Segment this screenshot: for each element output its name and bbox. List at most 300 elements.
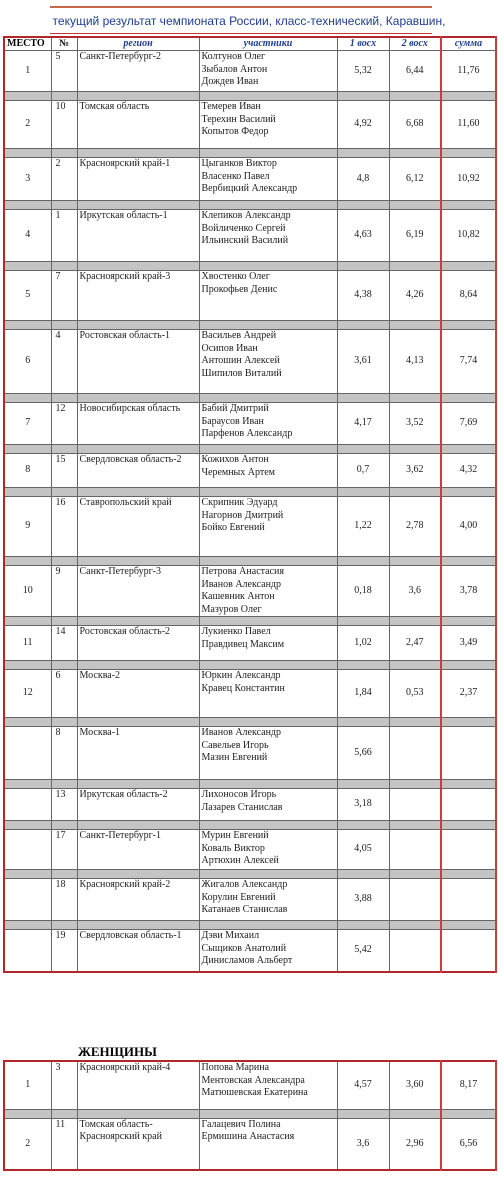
region-cell: Свердловская область-2: [77, 454, 199, 488]
table-row: [4, 1061, 496, 1109]
separator-cell: [389, 321, 441, 330]
team-number-cell: 14: [51, 626, 77, 661]
separator-cell: [337, 780, 389, 789]
ascent-1-cell: 0,7: [337, 454, 389, 488]
team-number-cell: 18: [51, 879, 77, 921]
ascent-1-cell: 1,22: [337, 497, 389, 557]
participant-name: Нагорнов Дмитрий: [201, 509, 284, 521]
participants-cell: [199, 101, 337, 149]
row-separator: [4, 557, 496, 566]
separator-cell: [199, 821, 337, 830]
row-separator: [4, 394, 496, 403]
header-sum: сумма: [441, 37, 496, 51]
ascent-1-cell: 4,17: [337, 403, 389, 445]
separator-cell: [51, 661, 77, 670]
separator-cell: [389, 780, 441, 789]
place-cell: 2: [4, 101, 51, 149]
participant-name: Лукиенко Павел: [201, 626, 271, 637]
separator-cell: [51, 201, 77, 210]
separator-cell: [4, 394, 51, 403]
separator-cell: [51, 870, 77, 879]
table-row: [4, 51, 496, 92]
separator-cell: [4, 718, 51, 727]
ascent-1-cell: 4,63: [337, 210, 389, 262]
separator-cell: [77, 149, 199, 158]
separator-cell: [441, 149, 496, 158]
separator-cell: [441, 394, 496, 403]
sum-cell: 6,56: [441, 1118, 496, 1170]
participant-name: Антошин Алексей: [201, 355, 280, 366]
sum-cell: [441, 830, 496, 870]
ascent-2-cell: 6,19: [389, 210, 441, 262]
participant-name: Матюшевская Екатерина: [201, 1087, 308, 1098]
participants-cell: [199, 1061, 337, 1109]
ascent-2-cell: 3,62: [389, 454, 441, 488]
separator-cell: [4, 821, 51, 830]
separator-cell: [51, 921, 77, 930]
place-cell: 11: [4, 626, 51, 661]
participant-name: Юркин Александр: [201, 670, 281, 681]
header-mesto: МЕСТО: [4, 37, 51, 51]
row-separator: [4, 921, 496, 930]
participant-name: Коваль Виктор: [201, 842, 265, 854]
table-row: [4, 626, 496, 661]
separator-cell: [4, 201, 51, 210]
sum-cell: 3,49: [441, 626, 496, 661]
participant-name: Катанаев Станислав: [201, 904, 288, 915]
sum-cell: 11,60: [441, 101, 496, 149]
separator-cell: [51, 1109, 77, 1118]
participant-name: Савельев Игорь: [201, 739, 269, 751]
row-separator: [4, 821, 496, 830]
participant-name: Бабий Дмитрий: [201, 403, 269, 414]
table-row: [4, 830, 496, 870]
participant-name: Войличенко Сергей: [201, 222, 286, 234]
place-cell: [4, 789, 51, 821]
sum-cell: 2,37: [441, 670, 496, 718]
separator-cell: [337, 262, 389, 271]
sum-cell: 11,76: [441, 51, 496, 92]
sum-cell: [441, 930, 496, 972]
separator-cell: [199, 488, 337, 497]
separator-cell: [441, 718, 496, 727]
separator-cell: [441, 92, 496, 101]
region-cell: Иркутская область-2: [77, 789, 199, 821]
place-cell: [4, 830, 51, 870]
participants-cell: [199, 403, 337, 445]
separator-cell: [337, 921, 389, 930]
participant-name: Кравец Константин: [201, 682, 285, 694]
sum-cell: 8,17: [441, 1061, 496, 1109]
ascent-1-cell: 3,18: [337, 789, 389, 821]
row-separator: [4, 870, 496, 879]
row-separator: [4, 1109, 496, 1118]
ascent-1-cell: 3,6: [337, 1118, 389, 1170]
participant-name: Сыщиков Анатолий: [201, 942, 287, 954]
separator-cell: [441, 201, 496, 210]
row-separator: [4, 488, 496, 497]
ascent-1-cell: 4,92: [337, 101, 389, 149]
ascent-2-cell: 6,68: [389, 101, 441, 149]
participant-name: Мурин Евгений: [201, 830, 269, 841]
place-cell: [4, 879, 51, 921]
region-cell: Томская область: [77, 101, 199, 149]
separator-cell: [51, 557, 77, 566]
separator-cell: [389, 149, 441, 158]
separator-cell: [441, 780, 496, 789]
separator-cell: [337, 321, 389, 330]
separator-cell: [77, 321, 199, 330]
participant-name: Дэви Михаил: [201, 930, 260, 941]
separator-cell: [337, 557, 389, 566]
participant-name: Кожихов Антон: [201, 454, 269, 465]
participant-name: Колтунов Олег: [201, 51, 266, 62]
region-cell: Ростовская область-2: [77, 626, 199, 661]
region-cell: Ставропольский край: [77, 497, 199, 557]
separator-cell: [51, 149, 77, 158]
separator-cell: [441, 661, 496, 670]
header-ascent-2: 2 восх: [389, 37, 441, 51]
women-results-table: [3, 1060, 497, 1171]
participant-name: Зыбалов Антон: [201, 63, 268, 75]
place-cell: 9: [4, 497, 51, 557]
team-number-cell: 11: [51, 1118, 77, 1170]
separator-cell: [441, 557, 496, 566]
participants-cell: [199, 497, 337, 557]
region-cell: Иркутская область-1: [77, 210, 199, 262]
team-number-cell: 15: [51, 454, 77, 488]
team-number-cell: 19: [51, 930, 77, 972]
participant-name: Барауcов Иван: [201, 415, 264, 427]
table-row: [4, 330, 496, 394]
table-row: [4, 158, 496, 201]
participants-cell: [199, 879, 337, 921]
ascent-1-cell: 4,8: [337, 158, 389, 201]
row-separator: [4, 617, 496, 626]
separator-cell: [77, 394, 199, 403]
separator-cell: [77, 870, 199, 879]
header-ascent-1: 1 восх: [337, 37, 389, 51]
separator-cell: [337, 1109, 389, 1118]
separator-cell: [77, 921, 199, 930]
table-row: [4, 403, 496, 445]
separator-cell: [4, 617, 51, 626]
place-cell: [4, 727, 51, 780]
team-number-cell: 17: [51, 830, 77, 870]
separator-cell: [199, 1109, 337, 1118]
ascent-1-cell: 3,88: [337, 879, 389, 921]
ascent-2-cell: 2,47: [389, 626, 441, 661]
row-separator: [4, 262, 496, 271]
ascent-1-cell: 4,05: [337, 830, 389, 870]
separator-cell: [51, 617, 77, 626]
sum-cell: 10,92: [441, 158, 496, 201]
ascent-2-cell: 4,13: [389, 330, 441, 394]
row-separator: [4, 661, 496, 670]
separator-cell: [77, 718, 199, 727]
ascent-2-cell: 2,78: [389, 497, 441, 557]
ascent-1-cell: 5,42: [337, 930, 389, 972]
separator-cell: [337, 201, 389, 210]
separator-cell: [77, 821, 199, 830]
place-cell: 6: [4, 330, 51, 394]
separator-cell: [4, 262, 51, 271]
header-row: [4, 37, 496, 51]
separator-cell: [389, 617, 441, 626]
separator-cell: [337, 149, 389, 158]
page-title: текущий результат чемпионата России, класс-технический, Каравшин,: [52, 14, 446, 28]
participant-name: Терехин Василий: [201, 113, 276, 125]
participants-cell: [199, 330, 337, 394]
participant-name: Кашевник Антон: [201, 591, 275, 602]
table-row: [4, 454, 496, 488]
team-number-cell: 2: [51, 158, 77, 201]
separator-cell: [199, 262, 337, 271]
team-number-cell: 5: [51, 51, 77, 92]
separator-cell: [389, 262, 441, 271]
row-separator: [4, 445, 496, 454]
ascent-1-cell: 4,57: [337, 1061, 389, 1109]
participant-name: Попова Марина: [201, 1062, 270, 1073]
table-row: [4, 271, 496, 321]
team-number-cell: 10: [51, 101, 77, 149]
participant-name: Динисламов Альберт: [201, 955, 293, 966]
separator-cell: [4, 149, 51, 158]
place-cell: 8: [4, 454, 51, 488]
separator-cell: [4, 780, 51, 789]
participant-name: Прокофьев Денис: [201, 283, 278, 295]
separator-cell: [389, 488, 441, 497]
separator-cell: [4, 445, 51, 454]
team-number-cell: 16: [51, 497, 77, 557]
ascent-2-cell: 2,96: [389, 1118, 441, 1170]
ascent-2-cell: 0,53: [389, 670, 441, 718]
separator-cell: [389, 1109, 441, 1118]
team-number-cell: 7: [51, 271, 77, 321]
separator-cell: [199, 92, 337, 101]
separator-cell: [77, 780, 199, 789]
participants-cell: [199, 626, 337, 661]
participant-name: Шипилов Виталий: [201, 367, 282, 379]
separator-cell: [199, 149, 337, 158]
ascent-1-cell: 5,66: [337, 727, 389, 780]
ascent-1-cell: 5,32: [337, 51, 389, 92]
participants-cell: [199, 930, 337, 972]
separator-cell: [389, 718, 441, 727]
participant-name: Ермишина Анастасия: [201, 1131, 295, 1142]
separator-cell: [51, 262, 77, 271]
separator-cell: [199, 394, 337, 403]
separator-cell: [4, 92, 51, 101]
separator-cell: [77, 617, 199, 626]
region-cell: Санкт-Петербург-3: [77, 566, 199, 617]
participant-name: Жигалов Александр: [201, 879, 288, 890]
separator-cell: [51, 445, 77, 454]
ascent-2-cell: [389, 879, 441, 921]
participants-cell: [199, 670, 337, 718]
team-number-cell: 4: [51, 330, 77, 394]
sum-cell: [441, 727, 496, 780]
row-separator: [4, 718, 496, 727]
table-row: [4, 930, 496, 972]
participant-name: Дождев Иван: [201, 76, 259, 87]
participant-name: Черемных Артем: [201, 466, 276, 478]
participant-name: Иванов Александр: [201, 727, 282, 738]
participant-name: Цыганков Виктор: [201, 158, 277, 169]
separator-cell: [51, 394, 77, 403]
separator-cell: [337, 617, 389, 626]
participants-cell: [199, 727, 337, 780]
row-separator: [4, 780, 496, 789]
table-row: [4, 879, 496, 921]
participant-name: Иванов Александр: [201, 578, 282, 590]
separator-cell: [441, 921, 496, 930]
sum-cell: 4,32: [441, 454, 496, 488]
separator-cell: [199, 445, 337, 454]
participant-name: Хвостенко Олег: [201, 271, 270, 282]
participant-name: Власенко Павел: [201, 170, 270, 182]
separator-cell: [441, 488, 496, 497]
participant-name: Ильинский Василий: [201, 235, 289, 246]
place-cell: 4: [4, 210, 51, 262]
participants-cell: [199, 271, 337, 321]
ascent-1-cell: 3,61: [337, 330, 389, 394]
separator-cell: [199, 661, 337, 670]
participant-name: Парфенов Александр: [201, 428, 293, 439]
region-cell: Красноярский край-2: [77, 879, 199, 921]
separator-cell: [389, 557, 441, 566]
separator-cell: [199, 557, 337, 566]
sum-cell: 7,69: [441, 403, 496, 445]
separator-cell: [389, 394, 441, 403]
place-cell: 5: [4, 271, 51, 321]
ascent-2-cell: [389, 727, 441, 780]
separator-cell: [441, 617, 496, 626]
participants-cell: [199, 1118, 337, 1170]
row-separator: [4, 149, 496, 158]
ascent-2-cell: 6,12: [389, 158, 441, 201]
ascent-2-cell: [389, 930, 441, 972]
place-cell: 10: [4, 566, 51, 617]
participant-name: Корулин Евгений: [201, 891, 276, 903]
participant-name: Лихоносов Игорь: [201, 789, 277, 800]
table-row: [4, 497, 496, 557]
separator-cell: [337, 445, 389, 454]
separator-cell: [441, 321, 496, 330]
place-cell: 2: [4, 1118, 51, 1170]
participants-cell: [199, 158, 337, 201]
separator-cell: [51, 321, 77, 330]
separator-cell: [4, 321, 51, 330]
separator-cell: [199, 780, 337, 789]
ascent-1-cell: 0,18: [337, 566, 389, 617]
table-row: [4, 101, 496, 149]
region-cell: Красноярский край-3: [77, 271, 199, 321]
separator-cell: [77, 445, 199, 454]
participants-cell: [199, 566, 337, 617]
place-cell: 3: [4, 158, 51, 201]
participants-cell: [199, 830, 337, 870]
sum-cell: 3,78: [441, 566, 496, 617]
separator-cell: [389, 870, 441, 879]
separator-cell: [441, 870, 496, 879]
separator-cell: [389, 201, 441, 210]
separator-cell: [77, 488, 199, 497]
participants-cell: [199, 789, 337, 821]
separator-cell: [4, 661, 51, 670]
region-cell: Москва-2: [77, 670, 199, 718]
men-results-table: [3, 36, 497, 973]
ascent-2-cell: 4,26: [389, 271, 441, 321]
separator-cell: [389, 92, 441, 101]
region-cell: Томская область- Красноярский край: [77, 1118, 199, 1170]
separator-cell: [77, 92, 199, 101]
separator-cell: [51, 92, 77, 101]
row-separator: [4, 201, 496, 210]
separator-cell: [337, 394, 389, 403]
team-number-cell: 8: [51, 727, 77, 780]
row-separator: [4, 92, 496, 101]
participant-name: Клепиков Александр: [201, 210, 291, 221]
separator-cell: [77, 557, 199, 566]
region-cell: Новосибирская область: [77, 403, 199, 445]
separator-cell: [199, 321, 337, 330]
ascent-2-cell: [389, 830, 441, 870]
table-row: [4, 789, 496, 821]
participant-name: Темерев Иван: [201, 101, 261, 112]
separator-cell: [441, 262, 496, 271]
separator-cell: [441, 1109, 496, 1118]
ascent-2-cell: [389, 789, 441, 821]
participant-name: Мазин Евгений: [201, 752, 268, 763]
participants-cell: [199, 454, 337, 488]
place-cell: 12: [4, 670, 51, 718]
table-row: [4, 1118, 496, 1170]
separator-cell: [4, 870, 51, 879]
place-cell: 1: [4, 51, 51, 92]
separator-cell: [51, 718, 77, 727]
ascent-2-cell: 6,44: [389, 51, 441, 92]
region-cell: Свердловская область-1: [77, 930, 199, 972]
separator-cell: [4, 488, 51, 497]
team-number-cell: 13: [51, 789, 77, 821]
separator-cell: [337, 488, 389, 497]
participant-name: Петрова Анастасия: [201, 566, 284, 577]
separator-cell: [389, 661, 441, 670]
region-cell: Ростовская область-1: [77, 330, 199, 394]
ascent-2-cell: 3,6: [389, 566, 441, 617]
participants-cell: [199, 210, 337, 262]
header-region: регион: [77, 37, 199, 51]
place-cell: 1: [4, 1061, 51, 1109]
region-cell: Москва-1: [77, 727, 199, 780]
separator-cell: [4, 1109, 51, 1118]
participant-name: Копытов Федор: [201, 126, 269, 137]
separator-cell: [337, 661, 389, 670]
separator-cell: [77, 201, 199, 210]
separator-cell: [337, 92, 389, 101]
region-cell: Красноярский край-4: [77, 1061, 199, 1109]
separator-cell: [199, 201, 337, 210]
place-cell: 7: [4, 403, 51, 445]
separator-cell: [337, 718, 389, 727]
sum-cell: 7,74: [441, 330, 496, 394]
title-underline: [50, 33, 432, 34]
table-row: [4, 210, 496, 262]
team-number-cell: 1: [51, 210, 77, 262]
table-row: [4, 670, 496, 718]
sum-cell: 8,64: [441, 271, 496, 321]
